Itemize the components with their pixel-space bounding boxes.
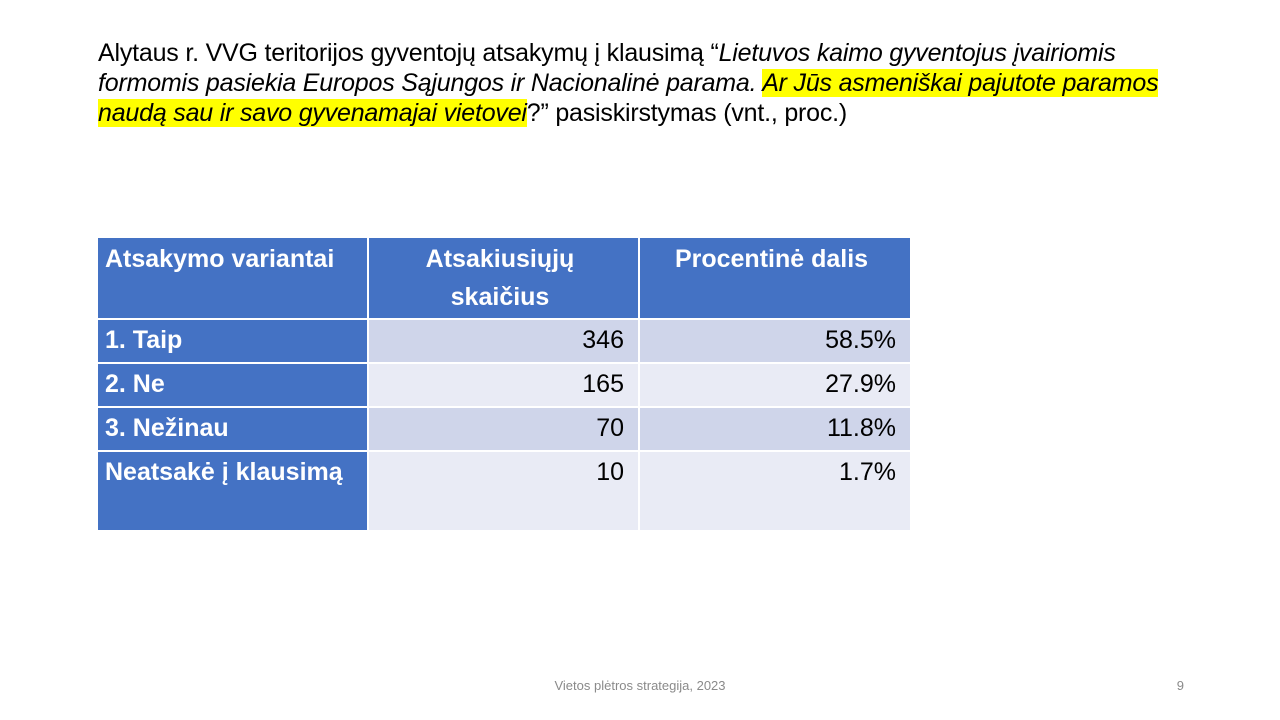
row-label: Neatsakė į klausimą: [97, 451, 368, 531]
header-percentage: Procentinė dalis: [639, 237, 911, 319]
row-percent: 1.7%: [639, 451, 911, 531]
header-respondent-count: Atsakiusiųjų skaičius: [368, 237, 639, 319]
row-count: 165: [368, 363, 639, 407]
row-label: 3. Nežinau: [97, 407, 368, 451]
slide-page-number: 9: [1176, 678, 1184, 693]
title-closing-text: ?” pasiskirstymas (vnt., proc.): [526, 99, 848, 127]
results-table: [96, 236, 912, 532]
row-count: 10: [368, 451, 639, 531]
row-percent: 27.9%: [639, 363, 911, 407]
table-row: [97, 451, 911, 531]
row-label: 1. Taip: [97, 319, 368, 363]
table-row: [97, 319, 911, 363]
row-percent: 58.5%: [639, 319, 911, 363]
table-row: [97, 363, 911, 407]
header-answer-options: Atsakymo variantai: [97, 237, 368, 319]
table-row: [97, 407, 911, 451]
row-count: 346: [368, 319, 639, 363]
row-label: 2. Ne: [97, 363, 368, 407]
row-count: 70: [368, 407, 639, 451]
slide-title: [98, 38, 1198, 128]
table-header-row: [97, 237, 911, 319]
title-question-highlighted: Ar Jūs asmeniškai pajutote paramos naudą sau ir savo gyvenamajai vietovei: [98, 69, 1159, 127]
slide-footer: Vietos plėtros strategija, 2023: [554, 678, 726, 693]
row-percent: 11.8%: [639, 407, 911, 451]
title-intro-text: Alytaus r. VVG teritorijos gyventojų atsakymų į klausimą “: [98, 39, 719, 67]
title-question-italic: Lietuvos kaimo gyventojus įvairiomis formomis pasiekia Europos Sąjungos ir Nacionalinė parama.: [98, 39, 1116, 97]
